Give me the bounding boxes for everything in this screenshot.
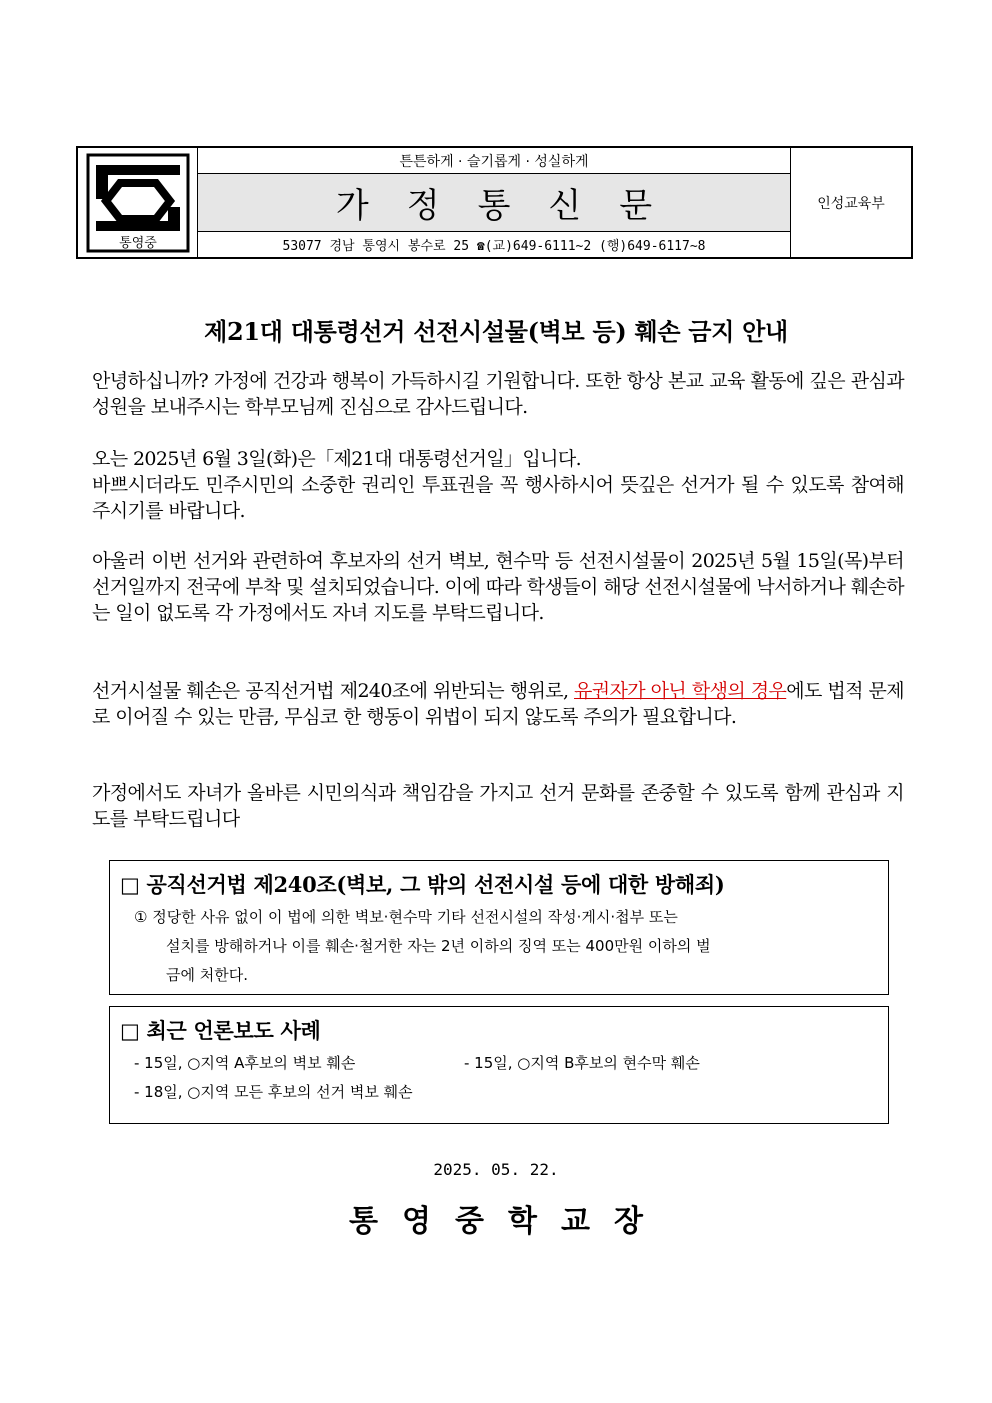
law-line-1: ① 정당한 사유 없이 이 법에 의한 벽보·현수막 기타 선전시설의 작성·게시·첩부 또는 <box>134 908 678 926</box>
school-address: 53077 경남 통영시 봉수로 25 ☎(교)649-6111~2 (행)649-6117~8 <box>282 239 706 254</box>
news-item-1: - 15일, ○지역 A후보의 벽보 훼손 <box>134 1054 356 1072</box>
department-label: 인성교육부 <box>817 195 885 212</box>
paragraph-election-day-line1: 오는 2025년 6월 3일(화)은「제21대 대통령선거일」입니다. <box>92 448 582 470</box>
news-box <box>109 1006 889 1124</box>
newsletter-title: 가정통신문 <box>198 174 790 232</box>
paragraph-election-day <box>92 446 904 524</box>
news-box-title: □ 최근 언론보도 사례 <box>120 1018 321 1043</box>
paragraph-warning <box>92 678 904 730</box>
law-box-body <box>110 903 888 996</box>
school-logo <box>78 148 198 257</box>
letterhead <box>76 146 913 259</box>
news-item-3: - 18일, ○지역 모든 후보의 선거 벽보 훼손 <box>134 1083 413 1101</box>
warning-text-before: 선거시설물 훼손은 공직선거법 제240조에 위반되는 행위로, <box>92 680 575 702</box>
paragraph-closing: 가정에서도 자녀가 올바른 시민의식과 책임감을 가지고 선거 문화를 존중할 수 있도록 함께 관심과 지도를 부탁드립니다 <box>92 782 904 830</box>
news-box-body <box>110 1049 888 1113</box>
warning-highlight: 유권자가 아닌 학생의 경우 <box>574 680 787 702</box>
law-box <box>109 860 889 995</box>
paragraph-election-day-line2: 바쁘시더라도 민주시민의 소중한 권리인 투표권을 꼭 행사하시어 뜻깊은 선거가 될 수 있도록 참여해 주시기를 바랍니다. <box>92 474 904 522</box>
news-item-2: - 15일, ○지역 B후보의 현수막 훼손 <box>464 1054 700 1072</box>
law-line-3: 금에 처한다. <box>166 966 248 984</box>
document-title: 제21대 대통령선거 선전시설물(벽보 등) 훼손 금지 안내 <box>204 317 788 346</box>
paragraph-posters: 아울러 이번 선거와 관련하여 후보자의 선거 벽보, 현수막 등 선전시설물이 2025년 5월 15일(목)부터 선거일까지 전국에 부착 및 설치되었습니다. 이에 따라 학생들이 해당 선전시설물에 낙서하거나 훼손하는 일이 없도록 각 가정에서도 자녀 지도를 부탁드립니다. <box>92 550 904 624</box>
law-line-2: 설치를 방해하거나 이를 훼손·철거한 자는 2년 이하의 징역 또는 400만원 이하의 벌 <box>166 937 711 955</box>
school-motto: 튼튼하게 · 슬기롭게 · 성실하게 <box>198 148 790 174</box>
school-emblem-icon <box>86 153 190 253</box>
principal-signature: 통영중학교장 <box>349 1204 667 1239</box>
svg-text:통영중: 통영중 <box>118 235 157 251</box>
law-box-title: □ 공직선거법 제240조(벽보, 그 밖의 선전시설 등에 대한 방해죄) <box>120 872 725 897</box>
paragraph-greeting: 안녕하십니까? 가정에 건강과 행복이 가득하시길 기원합니다. 또한 항상 본교 교육 활동에 깊은 관심과 성원을 보내주시는 학부모님께 진심으로 감사드립니다. <box>92 370 904 418</box>
warning-text-after: 에도 법적 문제로 이어질 수 있는 만큼, 무심코 한 행동이 위법이 되지 않도록 주의가 필요합니다. <box>92 680 905 728</box>
issue-date: 2025. 05. 22. <box>433 1160 559 1179</box>
